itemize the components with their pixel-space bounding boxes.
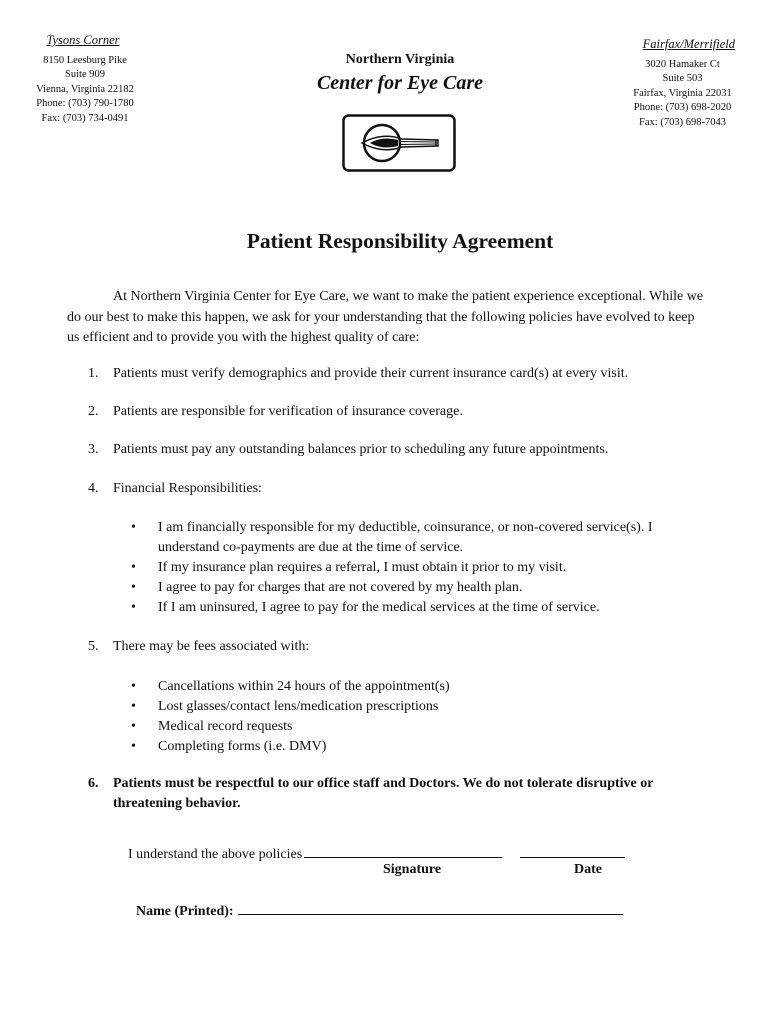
office-name: Tysons Corner — [46, 33, 120, 47]
printed-name-label: Name (Printed): — [136, 904, 234, 919]
signature-row — [128, 843, 668, 863]
brand-header — [290, 52, 510, 95]
date-label: Date — [574, 862, 602, 877]
intro-paragraph — [67, 287, 707, 349]
intro-text: At Northern Virginia Center for Eye Care, we want to make the patient experience exceptional. While we do our best to make this happen, we ask for your understanding that the following policies have evolved to keep us efficient and to provide you with the highest quality of care: — [67, 289, 704, 345]
list-item: • I am financially responsible for my deductible, coinsurance, or non-covered service(s). I understand co-payments are due at the time of service. — [128, 518, 698, 558]
eye-logo-icon — [342, 114, 456, 172]
address-line: Vienna, Virginia 22182 — [36, 83, 134, 95]
phone-line: Phone: (703) 790-1780 — [36, 98, 134, 110]
financial-bullet-list — [128, 518, 698, 618]
item-number: 5. — [88, 639, 99, 654]
printed-name-field[interactable] — [238, 900, 623, 915]
list-item: • If my insurance plan requires a referral, I must obtain it prior to my visit. — [128, 558, 698, 578]
item-number: 6. — [88, 776, 99, 791]
item-text: Financial Responsibilities: — [113, 481, 262, 496]
document-title: Patient Responsibility Agreement — [246, 229, 554, 253]
brand-subtitle: Northern Virginia — [345, 52, 455, 67]
list-item: • Cancellations within 24 hours of the appointment(s) — [128, 677, 698, 697]
fees-bullet-list — [128, 677, 698, 757]
list-item: • Lost glasses/contact lens/medication prescriptions — [128, 697, 698, 717]
item-number: 3. — [88, 442, 99, 457]
office-tysons-corner — [30, 33, 140, 127]
item-text: There may be fees associated with: — [113, 639, 310, 654]
office-fairfax-merrifield — [610, 37, 755, 131]
item-text: Patients must pay any outstanding balances prior to scheduling any future appointments. — [113, 442, 609, 457]
address-line: 8150 Leesburg Pike — [43, 54, 127, 66]
list-item: • I agree to pay for charges that are not covered by my health plan. — [128, 578, 698, 598]
address-line: 3020 Hamaker Ct — [645, 58, 720, 70]
item-text: Patients must be respectful to our office staff and Doctors. We do not tolerate disruptive or threatening behavior. — [113, 776, 654, 811]
address-line: Suite 909 — [65, 69, 105, 81]
phone-line: Phone: (703) 698-2020 — [633, 102, 732, 114]
list-item: • If I am uninsured, I agree to pay for the medical services at the time of service. — [128, 598, 698, 618]
list-item: • Medical record requests — [128, 717, 698, 737]
address-line: Suite 503 — [662, 73, 703, 85]
item-text: Patients must verify demographics and provide their current insurance card(s) at every visit. — [113, 366, 629, 381]
signature-field[interactable] — [304, 843, 502, 858]
signature-label: Signature — [383, 862, 442, 877]
brand-title: Center for Eye Care — [316, 72, 484, 94]
fax-line: Fax: (703) 698-7043 — [639, 116, 726, 128]
office-name: Fairfax/Merrifield — [642, 37, 735, 51]
item-number: 1. — [88, 366, 99, 381]
item-text: Patients are responsible for verification of insurance coverage. — [113, 404, 463, 419]
fax-line: Fax: (703) 734-0491 — [41, 112, 129, 124]
list-item: • Completing forms (i.e. DMV) — [128, 737, 698, 757]
date-field[interactable] — [520, 843, 625, 858]
item-number: 2. — [88, 404, 99, 419]
address-line: Fairfax, Virginia 22031 — [633, 87, 732, 99]
item-number: 4. — [88, 481, 99, 496]
printed-name-row — [136, 900, 623, 920]
acknowledgement-text: I understand the above policies — [128, 847, 303, 862]
